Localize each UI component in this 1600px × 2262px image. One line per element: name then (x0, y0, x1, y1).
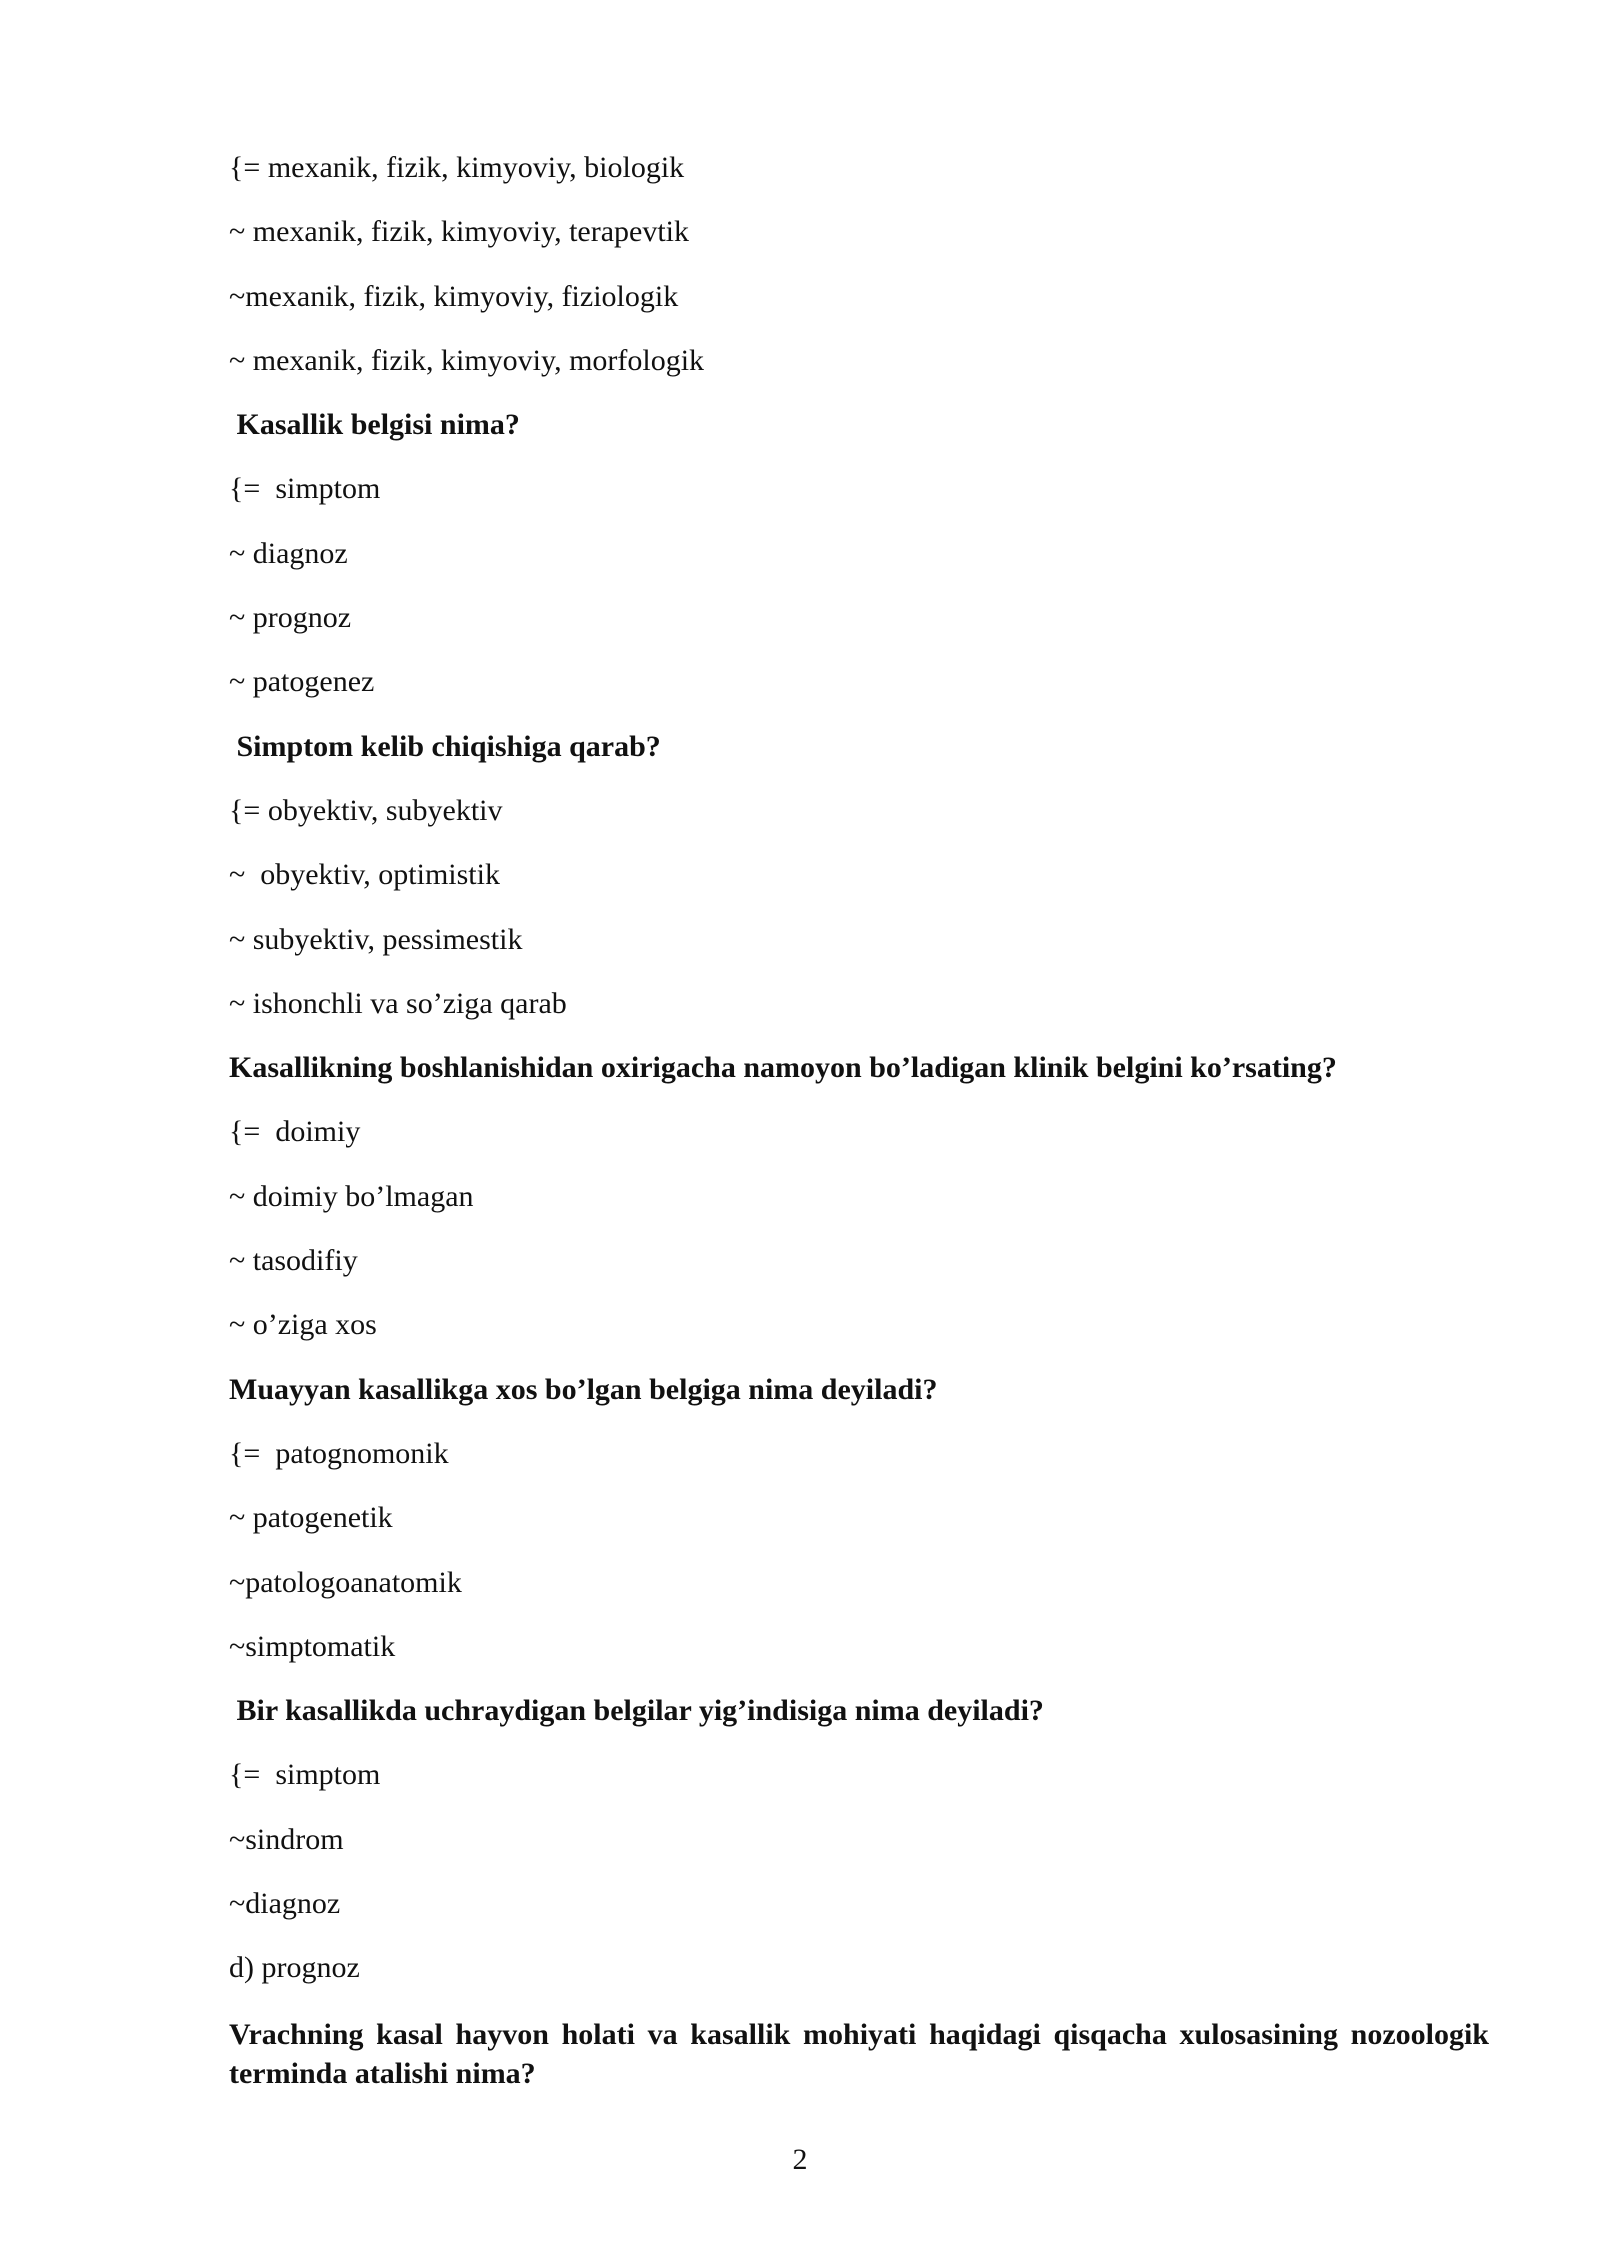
answer-line: {= simptom (229, 1758, 381, 1792)
answer-line: d) prognoz (229, 1951, 360, 1985)
question-line: Muayyan kasallikga xos bo’lgan belgiga nima deyiladi? (229, 1372, 938, 1406)
question-line: Kasallikning boshlanishidan oxirigacha namoyon bo’ladigan klinik belgini ko’rsating? (229, 1051, 1337, 1085)
answer-line: ~ subyektiv, pessimestik (229, 922, 523, 956)
answer-line: ~ doimiy bo’lmagan (229, 1179, 474, 1213)
answer-line: {= doimiy (229, 1115, 361, 1149)
answer-line: ~ diagnoz (229, 536, 348, 570)
page-content (229, 150, 1489, 2093)
answer-line: ~ patogenez (229, 665, 375, 699)
answer-line: {= patognomonik (229, 1436, 449, 1470)
answer-line: ~ prognoz (229, 601, 352, 635)
question-line: Bir kasallikda uchraydigan belgilar yig’indisiga nima deyiladi? (229, 1694, 1044, 1728)
answer-line: ~sindrom (229, 1822, 344, 1856)
question-line: Vrachning kasal hayvon holati va kasallik mohiyati haqidagi qisqacha xulosasining nozoologik terminda atalishi nima? (229, 2017, 1489, 2090)
answer-line: ~ mexanik, fizik, kimyoviy, terapevtik (229, 215, 690, 249)
answer-line: ~mexanik, fizik, kimyoviy, fiziologik (229, 279, 679, 313)
page-number: 2 (792, 2143, 808, 2176)
answer-line: ~simptomatik (229, 1629, 396, 1663)
answer-line: ~diagnoz (229, 1887, 341, 1921)
answer-line: ~patologoanatomik (229, 1565, 462, 1599)
answer-line: ~ tasodifiy (229, 1244, 358, 1278)
answer-line: ~ obyektiv, optimistik (229, 858, 500, 892)
answer-line: {= obyektiv, subyektiv (229, 793, 503, 827)
answer-line: ~ mexanik, fizik, kimyoviy, morfologik (229, 343, 705, 377)
question-line: Kasallik belgisi nima? (229, 408, 520, 442)
answer-line: {= mexanik, fizik, kimyoviy, biologik (229, 151, 685, 184)
answer-line: ~ patogenetik (229, 1501, 393, 1535)
answer-line: ~ o’ziga xos (229, 1308, 377, 1342)
question-line: Simptom kelib chiqishiga qarab? (229, 729, 661, 763)
answer-line: {= simptom (229, 472, 381, 506)
answer-line: ~ ishonchli va so’ziga qarab (229, 986, 567, 1020)
